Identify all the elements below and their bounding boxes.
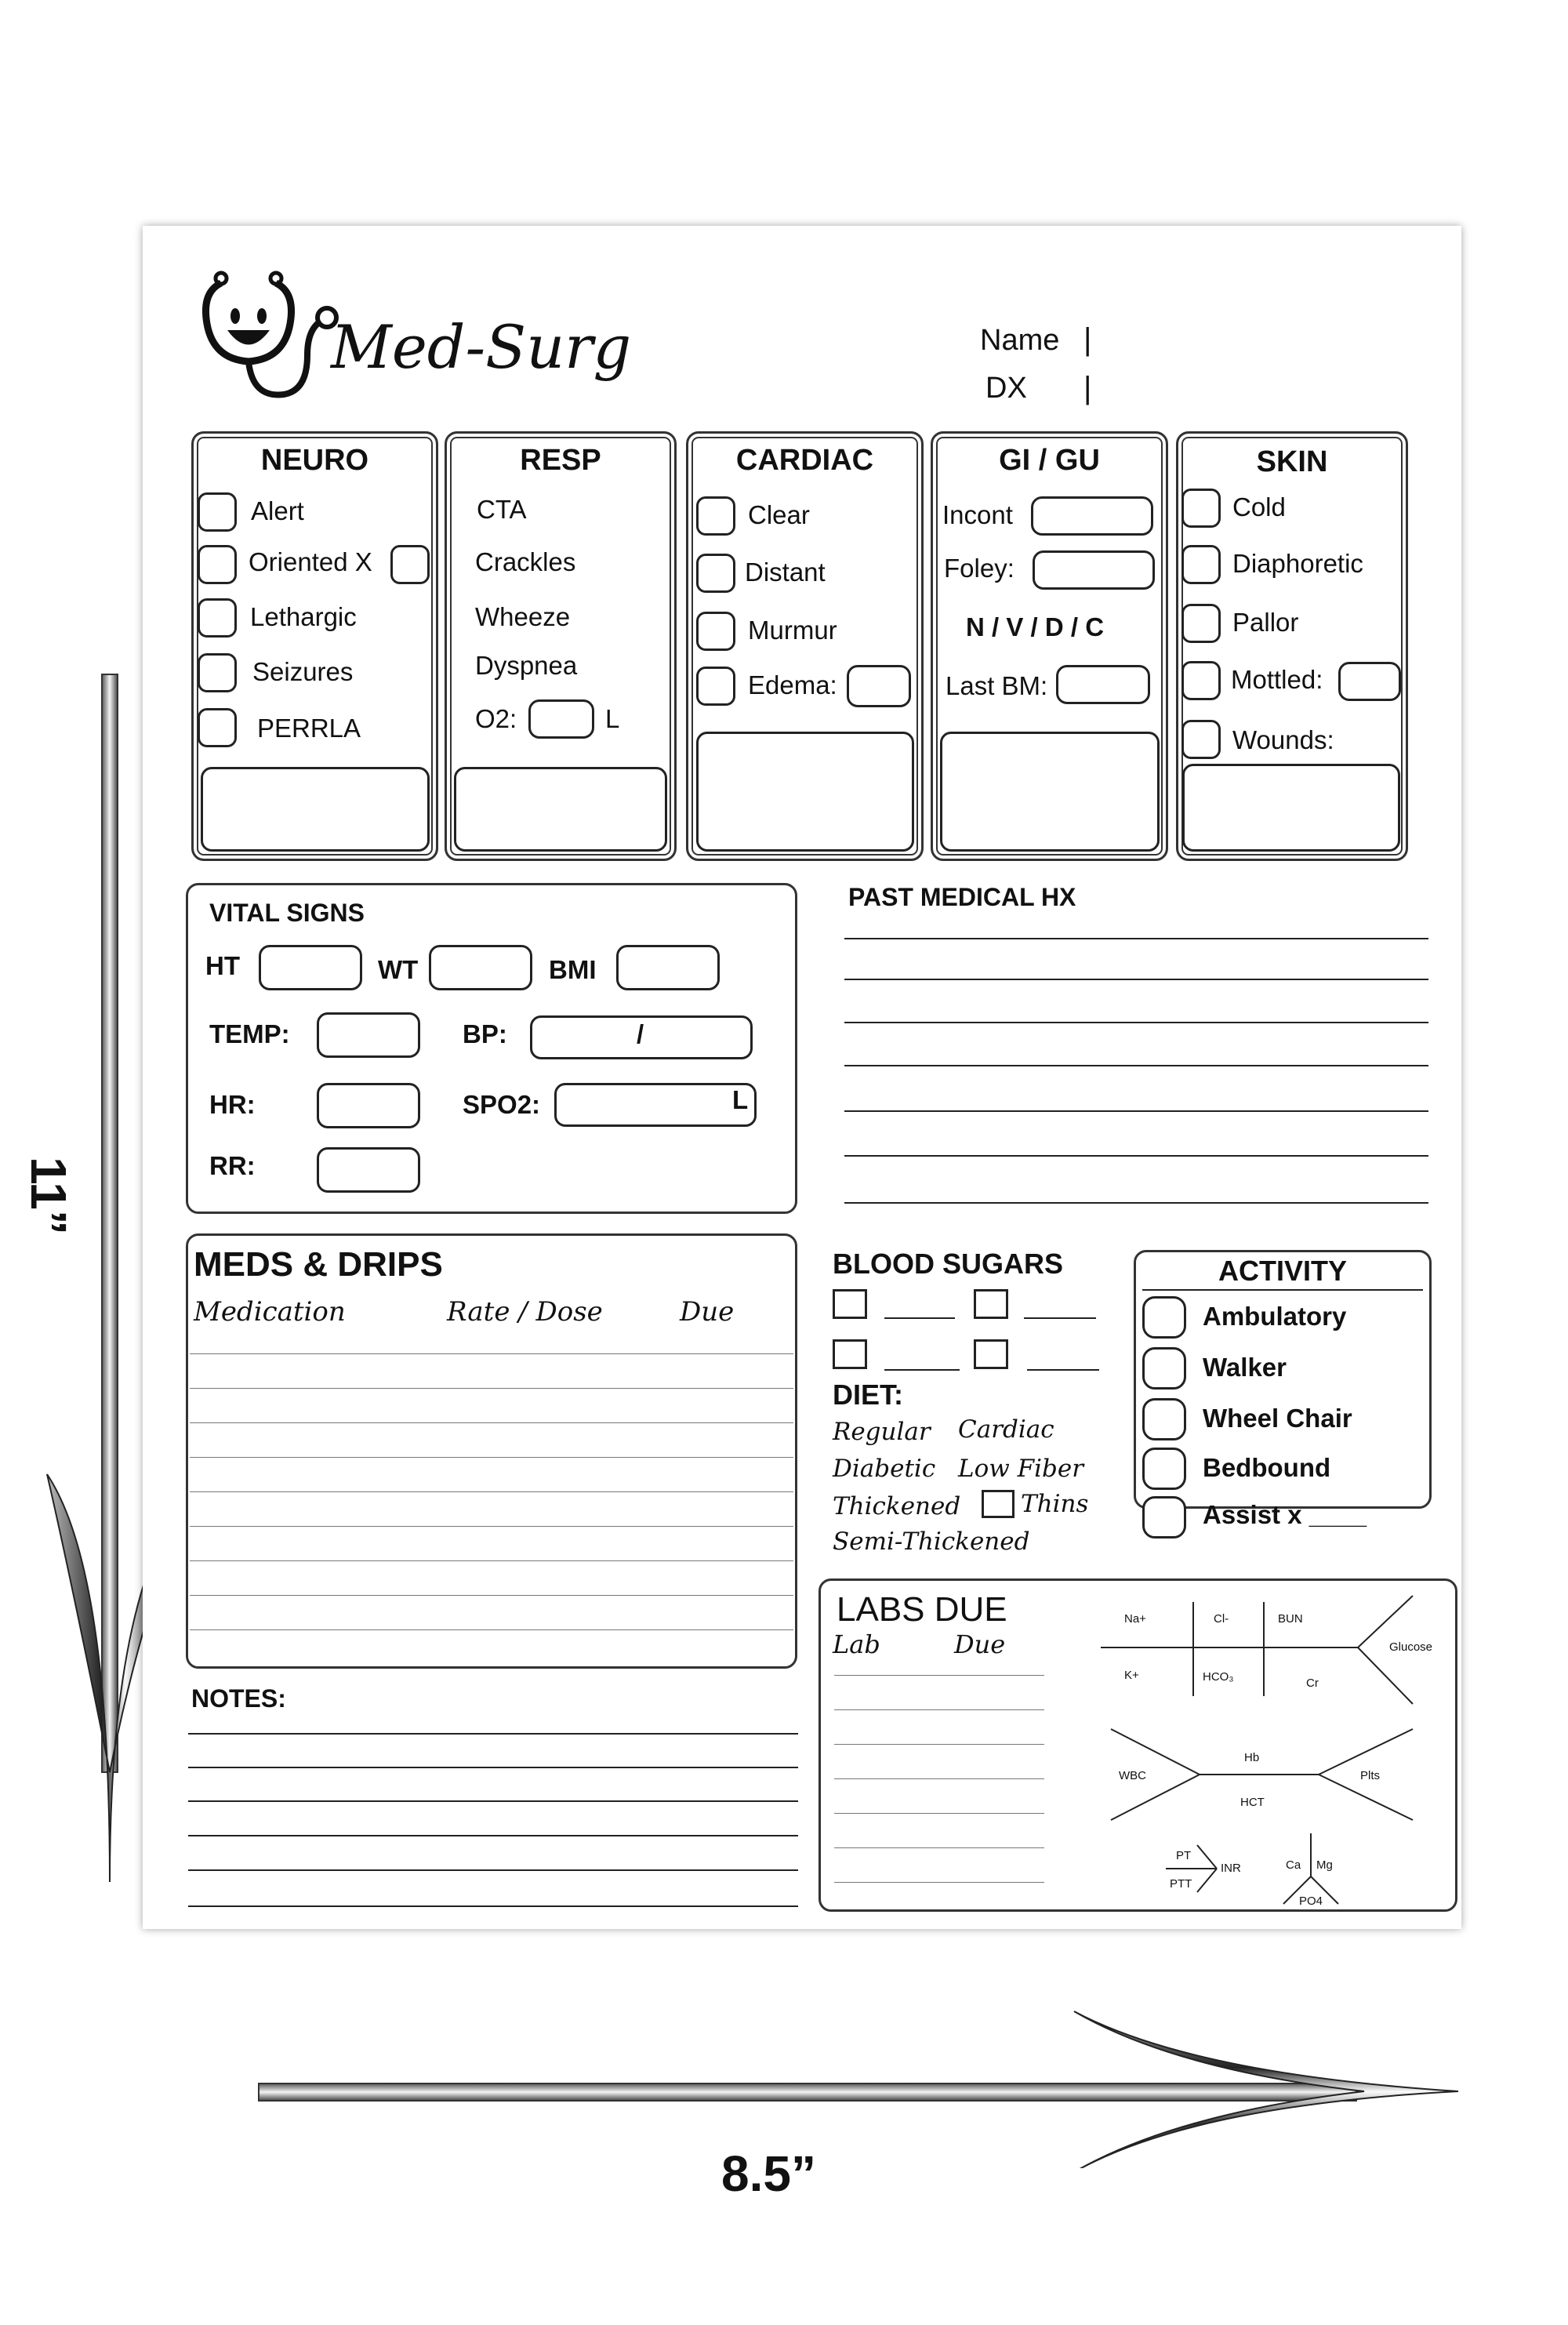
- meds-drips-title: MEDS & DRIPS: [194, 1245, 443, 1284]
- pt-label: PT: [1176, 1849, 1192, 1862]
- meds-line[interactable]: [190, 1629, 793, 1630]
- cardiac-notes-box[interactable]: [696, 732, 914, 852]
- ht-input[interactable]: [259, 945, 362, 990]
- assist-checkbox[interactable]: [1142, 1496, 1186, 1538]
- rate-dose-column-header: Rate / Dose: [447, 1296, 603, 1328]
- last-bm-input[interactable]: [1056, 665, 1150, 704]
- distant-checkbox[interactable]: [696, 554, 735, 593]
- skin-title: SKIN: [1256, 445, 1328, 478]
- width-arrow: [251, 1996, 1474, 2168]
- cr-label: Cr: [1306, 1677, 1319, 1690]
- blood-sugar-line[interactable]: [884, 1317, 955, 1319]
- gigu-title: GI / GU: [999, 444, 1100, 477]
- cardiac-title: CARDIAC: [735, 444, 874, 477]
- edema-label: Edema:: [748, 670, 837, 699]
- notes-line[interactable]: [188, 1905, 798, 1907]
- lab-line[interactable]: [834, 1744, 1044, 1745]
- thins-checkbox[interactable]: [982, 1490, 1014, 1518]
- pmhx-line[interactable]: [844, 1202, 1428, 1204]
- blood-sugar-checkbox[interactable]: [974, 1339, 1008, 1369]
- mottled-checkbox[interactable]: [1181, 661, 1221, 700]
- diaphoretic-label: Diaphoretic: [1232, 549, 1363, 578]
- neuro-title: NEURO: [260, 444, 369, 477]
- meds-line[interactable]: [190, 1422, 793, 1423]
- ambulatory-label: Ambulatory: [1203, 1302, 1347, 1331]
- diet-semi-thickened[interactable]: Semi-Thickened: [833, 1528, 1030, 1556]
- lab-line[interactable]: [834, 1675, 1044, 1676]
- notes-line[interactable]: [188, 1733, 798, 1735]
- notes-line[interactable]: [188, 1767, 798, 1768]
- bmi-input[interactable]: [616, 945, 720, 990]
- spo2-unit: L: [732, 1085, 749, 1114]
- wounds-checkbox[interactable]: [1181, 720, 1221, 759]
- spo2-label: SPO2:: [463, 1090, 541, 1119]
- po4-label: PO4: [1299, 1895, 1323, 1908]
- hr-label: HR:: [209, 1090, 256, 1119]
- stethoscope-smiley-icon: [198, 261, 339, 410]
- dyspnea-label: Dyspnea: [475, 651, 578, 680]
- plts-label: Plts: [1360, 1769, 1381, 1782]
- perrla-checkbox[interactable]: [198, 708, 237, 747]
- cold-label: Cold: [1232, 492, 1286, 521]
- seizures-label: Seizures: [252, 657, 354, 686]
- distant-label: Distant: [745, 558, 826, 587]
- meds-line[interactable]: [190, 1595, 793, 1596]
- oriented-label: Oriented X: [249, 547, 372, 576]
- notes-line[interactable]: [188, 1835, 798, 1836]
- lab-line[interactable]: [834, 1847, 1044, 1848]
- meds-line[interactable]: [190, 1526, 793, 1527]
- pallor-label: Pallor: [1232, 608, 1299, 637]
- gigu-notes-box[interactable]: [940, 732, 1160, 852]
- blood-sugar-checkbox[interactable]: [974, 1289, 1008, 1319]
- resp-notes-box[interactable]: [454, 767, 667, 852]
- due-column-header: Due: [680, 1296, 735, 1328]
- diet-thickened[interactable]: Thickened: [833, 1492, 961, 1520]
- murmur-checkbox[interactable]: [696, 612, 735, 651]
- seizures-checkbox[interactable]: [198, 653, 237, 692]
- meds-line[interactable]: [190, 1491, 793, 1492]
- pmhx-line[interactable]: [844, 1065, 1428, 1066]
- lab-column-header: Lab: [833, 1629, 880, 1659]
- diaphoretic-checkbox[interactable]: [1181, 545, 1221, 584]
- notes-line[interactable]: [188, 1800, 798, 1802]
- perrla-label: PERRLA: [257, 714, 361, 743]
- assist-label: Assist x ____: [1203, 1500, 1367, 1529]
- ca-label: Ca: [1286, 1858, 1301, 1872]
- bp-label: BP:: [463, 1019, 507, 1048]
- bedbound-checkbox[interactable]: [1142, 1448, 1186, 1490]
- hr-input[interactable]: [317, 1083, 420, 1128]
- ptt-label: PTT: [1170, 1877, 1192, 1891]
- med-surg-report-sheet: [143, 226, 1461, 1929]
- alert-label: Alert: [251, 496, 304, 525]
- blood-sugar-line[interactable]: [884, 1369, 960, 1371]
- diet-thins[interactable]: Thins: [1021, 1490, 1089, 1518]
- mottled-input[interactable]: [1338, 662, 1401, 701]
- bmi-label: BMI: [549, 955, 597, 984]
- wheeze-label: Wheeze: [475, 602, 571, 631]
- blood-sugars-title: BLOOD SUGARS: [833, 1248, 1064, 1280]
- mg-label: Mg: [1316, 1858, 1333, 1872]
- activity-title: ACTIVITY: [1218, 1255, 1347, 1287]
- edema-input[interactable]: [847, 665, 911, 707]
- meds-line[interactable]: [190, 1560, 793, 1561]
- clear-label: Clear: [748, 500, 810, 529]
- meds-line[interactable]: [190, 1388, 793, 1389]
- spo2-input[interactable]: [554, 1083, 757, 1127]
- alert-checkbox[interactable]: [198, 492, 237, 532]
- cl-label: Cl-: [1214, 1612, 1229, 1626]
- dx-separator: |: [1083, 371, 1092, 405]
- pmhx-line[interactable]: [844, 1155, 1428, 1157]
- form-title: Med-Surg: [331, 312, 632, 382]
- oriented-x-box[interactable]: [390, 545, 430, 584]
- mottled-label: Mottled:: [1231, 665, 1323, 694]
- wt-label: WT: [378, 955, 419, 984]
- width-label: 8.5”: [721, 2145, 816, 2202]
- wheel-chair-checkbox[interactable]: [1142, 1398, 1186, 1440]
- medication-column-header: Medication: [194, 1296, 346, 1328]
- murmur-label: Murmur: [748, 616, 837, 645]
- dx-label: DX: [985, 372, 1027, 405]
- nvdc-label: N / V / D / C: [966, 612, 1105, 641]
- o2-input[interactable]: [528, 699, 594, 739]
- neuro-notes-box[interactable]: [201, 767, 430, 852]
- cold-checkbox[interactable]: [1181, 489, 1221, 528]
- temp-input[interactable]: [317, 1012, 420, 1058]
- inr-label: INR: [1221, 1862, 1241, 1875]
- blood-sugar-checkbox[interactable]: [833, 1339, 867, 1369]
- ht-label: HT: [205, 951, 240, 980]
- foley-label: Foley:: [944, 554, 1014, 583]
- foley-input[interactable]: [1033, 550, 1155, 590]
- blood-sugar-line[interactable]: [1024, 1317, 1096, 1319]
- blood-sugar-line[interactable]: [1027, 1369, 1099, 1371]
- diet-diabetic[interactable]: Diabetic: [833, 1455, 936, 1483]
- vital-signs-title: VITAL SIGNS: [209, 899, 365, 927]
- meds-line[interactable]: [190, 1457, 793, 1458]
- ambulatory-checkbox[interactable]: [1142, 1296, 1186, 1339]
- rr-label: RR:: [209, 1151, 256, 1180]
- k-label: K+: [1124, 1669, 1139, 1682]
- bp-separator: /: [637, 1019, 644, 1048]
- resp-title: RESP: [520, 444, 601, 477]
- diet-cardiac[interactable]: Cardiac: [958, 1415, 1054, 1444]
- lab-line[interactable]: [834, 1813, 1044, 1814]
- labs-due-title: LABS DUE: [837, 1590, 1007, 1629]
- rr-input[interactable]: [317, 1147, 420, 1193]
- blood-sugar-checkbox[interactable]: [833, 1289, 867, 1319]
- meds-line[interactable]: [190, 1353, 793, 1354]
- hco3-label: HCO₃: [1203, 1670, 1234, 1684]
- activity-title-rule: [1142, 1289, 1423, 1291]
- wheel-chair-label: Wheel Chair: [1203, 1404, 1352, 1433]
- hb-label: Hb: [1244, 1751, 1260, 1764]
- bun-label: BUN: [1278, 1612, 1303, 1626]
- edema-checkbox[interactable]: [696, 667, 735, 706]
- bmp-fishbone-diagram: [1091, 1586, 1436, 1712]
- cta-label: CTA: [477, 495, 527, 524]
- crackles-label: Crackles: [475, 547, 576, 576]
- pmhx-line[interactable]: [844, 1110, 1428, 1112]
- lab-line[interactable]: [834, 1709, 1044, 1710]
- name-label: Name: [980, 324, 1060, 357]
- na-label: Na+: [1124, 1612, 1146, 1626]
- last-bm-label: Last BM:: [946, 671, 1048, 700]
- clear-checkbox[interactable]: [696, 496, 735, 536]
- labs-due-column-header: Due: [954, 1629, 1006, 1659]
- notes-line[interactable]: [188, 1869, 798, 1871]
- lab-line[interactable]: [834, 1882, 1044, 1883]
- pmhx-line[interactable]: [844, 979, 1428, 980]
- lethargic-label: Lethargic: [250, 602, 357, 631]
- skin-notes-box[interactable]: [1182, 764, 1400, 852]
- name-separator: |: [1083, 322, 1092, 357]
- height-label: 11”: [20, 1157, 77, 1235]
- lethargic-checkbox[interactable]: [198, 598, 237, 638]
- diet-regular[interactable]: Regular: [833, 1418, 931, 1446]
- pmhx-line[interactable]: [844, 938, 1428, 939]
- lab-line[interactable]: [834, 1778, 1044, 1779]
- walker-label: Walker: [1203, 1353, 1287, 1382]
- o2-unit: L: [605, 704, 620, 733]
- temp-label: TEMP:: [209, 1019, 290, 1048]
- past-medical-hx-title: PAST MEDICAL HX: [848, 883, 1076, 911]
- hct-label: HCT: [1240, 1796, 1265, 1809]
- o2-label: O2:: [475, 704, 517, 733]
- wounds-label: Wounds:: [1232, 725, 1334, 754]
- incont-input[interactable]: [1031, 496, 1153, 536]
- pallor-checkbox[interactable]: [1181, 604, 1221, 643]
- bedbound-label: Bedbound: [1203, 1453, 1331, 1482]
- diet-low-fiber[interactable]: Low Fiber: [958, 1455, 1084, 1483]
- wbc-label: WBC: [1119, 1769, 1146, 1782]
- oriented-checkbox[interactable]: [198, 545, 237, 584]
- walker-checkbox[interactable]: [1142, 1347, 1186, 1390]
- glucose-label: Glucose: [1389, 1640, 1433, 1654]
- diet-title: DIET:: [833, 1379, 903, 1411]
- incont-label: Incont: [942, 500, 1013, 529]
- wt-input[interactable]: [429, 945, 532, 990]
- pmhx-line[interactable]: [844, 1022, 1428, 1023]
- notes-title: NOTES:: [191, 1684, 286, 1713]
